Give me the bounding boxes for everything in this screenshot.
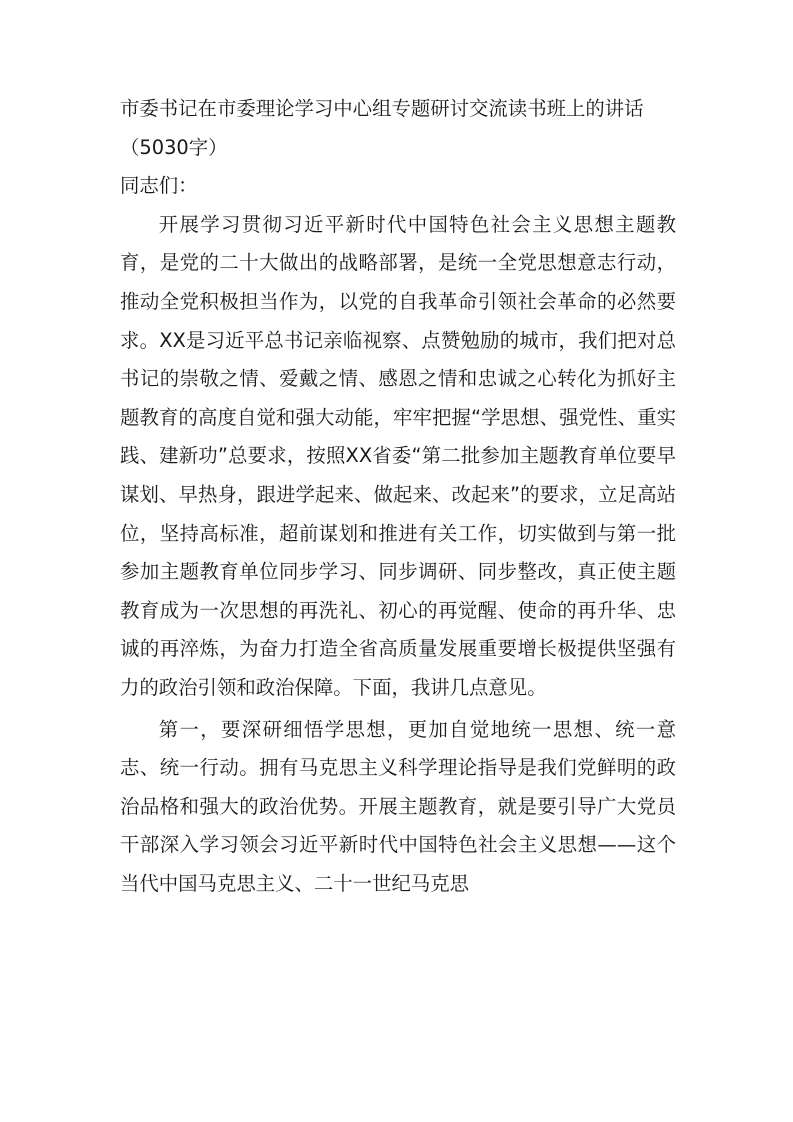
salutation: 同志们：	[120, 174, 198, 198]
document-title: 市委书记在市委理论学习中心组专题研讨交流读书班上的讲话（5030字）	[120, 97, 644, 159]
paragraph-first-point: 第一，要深研细悟学思想，更加自觉地统一思想、统一意志、统一行动。拥有马克思主义科学理论指导是我们党鲜明的政治品格和强大的政治优势。开展主题教育，就是要引导广大党员干部深入学习领会习近平新时代中国特色社会主义思想——这个当代中国马克思主义、二十一世纪马克思	[120, 717, 676, 895]
paragraph-intro: 开展学习贯彻习近平新时代中国特色社会主义思想主题教育，是党的二十大做出的战略部署，是统一全党思想意志行动，推动全党积极担当作为，以党的自我革命引领社会革命的必然要求。XX是习近平总书记亲临视察、点赞勉励的城市，我们把对总书记的崇敬之情、爱戴之情、感恩之情和忠诚之心转化为抓好主题教育的高度自觉和强大动能，牢牢把握“学思想、强党性、重实践、建新功”总要求，按照XX省委“第二批参加主题教育单位要早谋划、早热身，跟进学起来、做起来、改起来”的要求，立足高站位，坚持高标准，超前谋划和推进有关工作，切实做到与第一批参加主题教育单位同步学习、同步调研、同步整改，真正使主题教育成为一次思想的再洗礼、初心的再觉醒、使命的再升华、忠诚的再淬炼，为奋力打造全省高质量发展重要增长极提供坚强有力的政治引领和政治保障。下面，我讲几点意见。	[120, 212, 676, 699]
document-body	[120, 90, 676, 903]
